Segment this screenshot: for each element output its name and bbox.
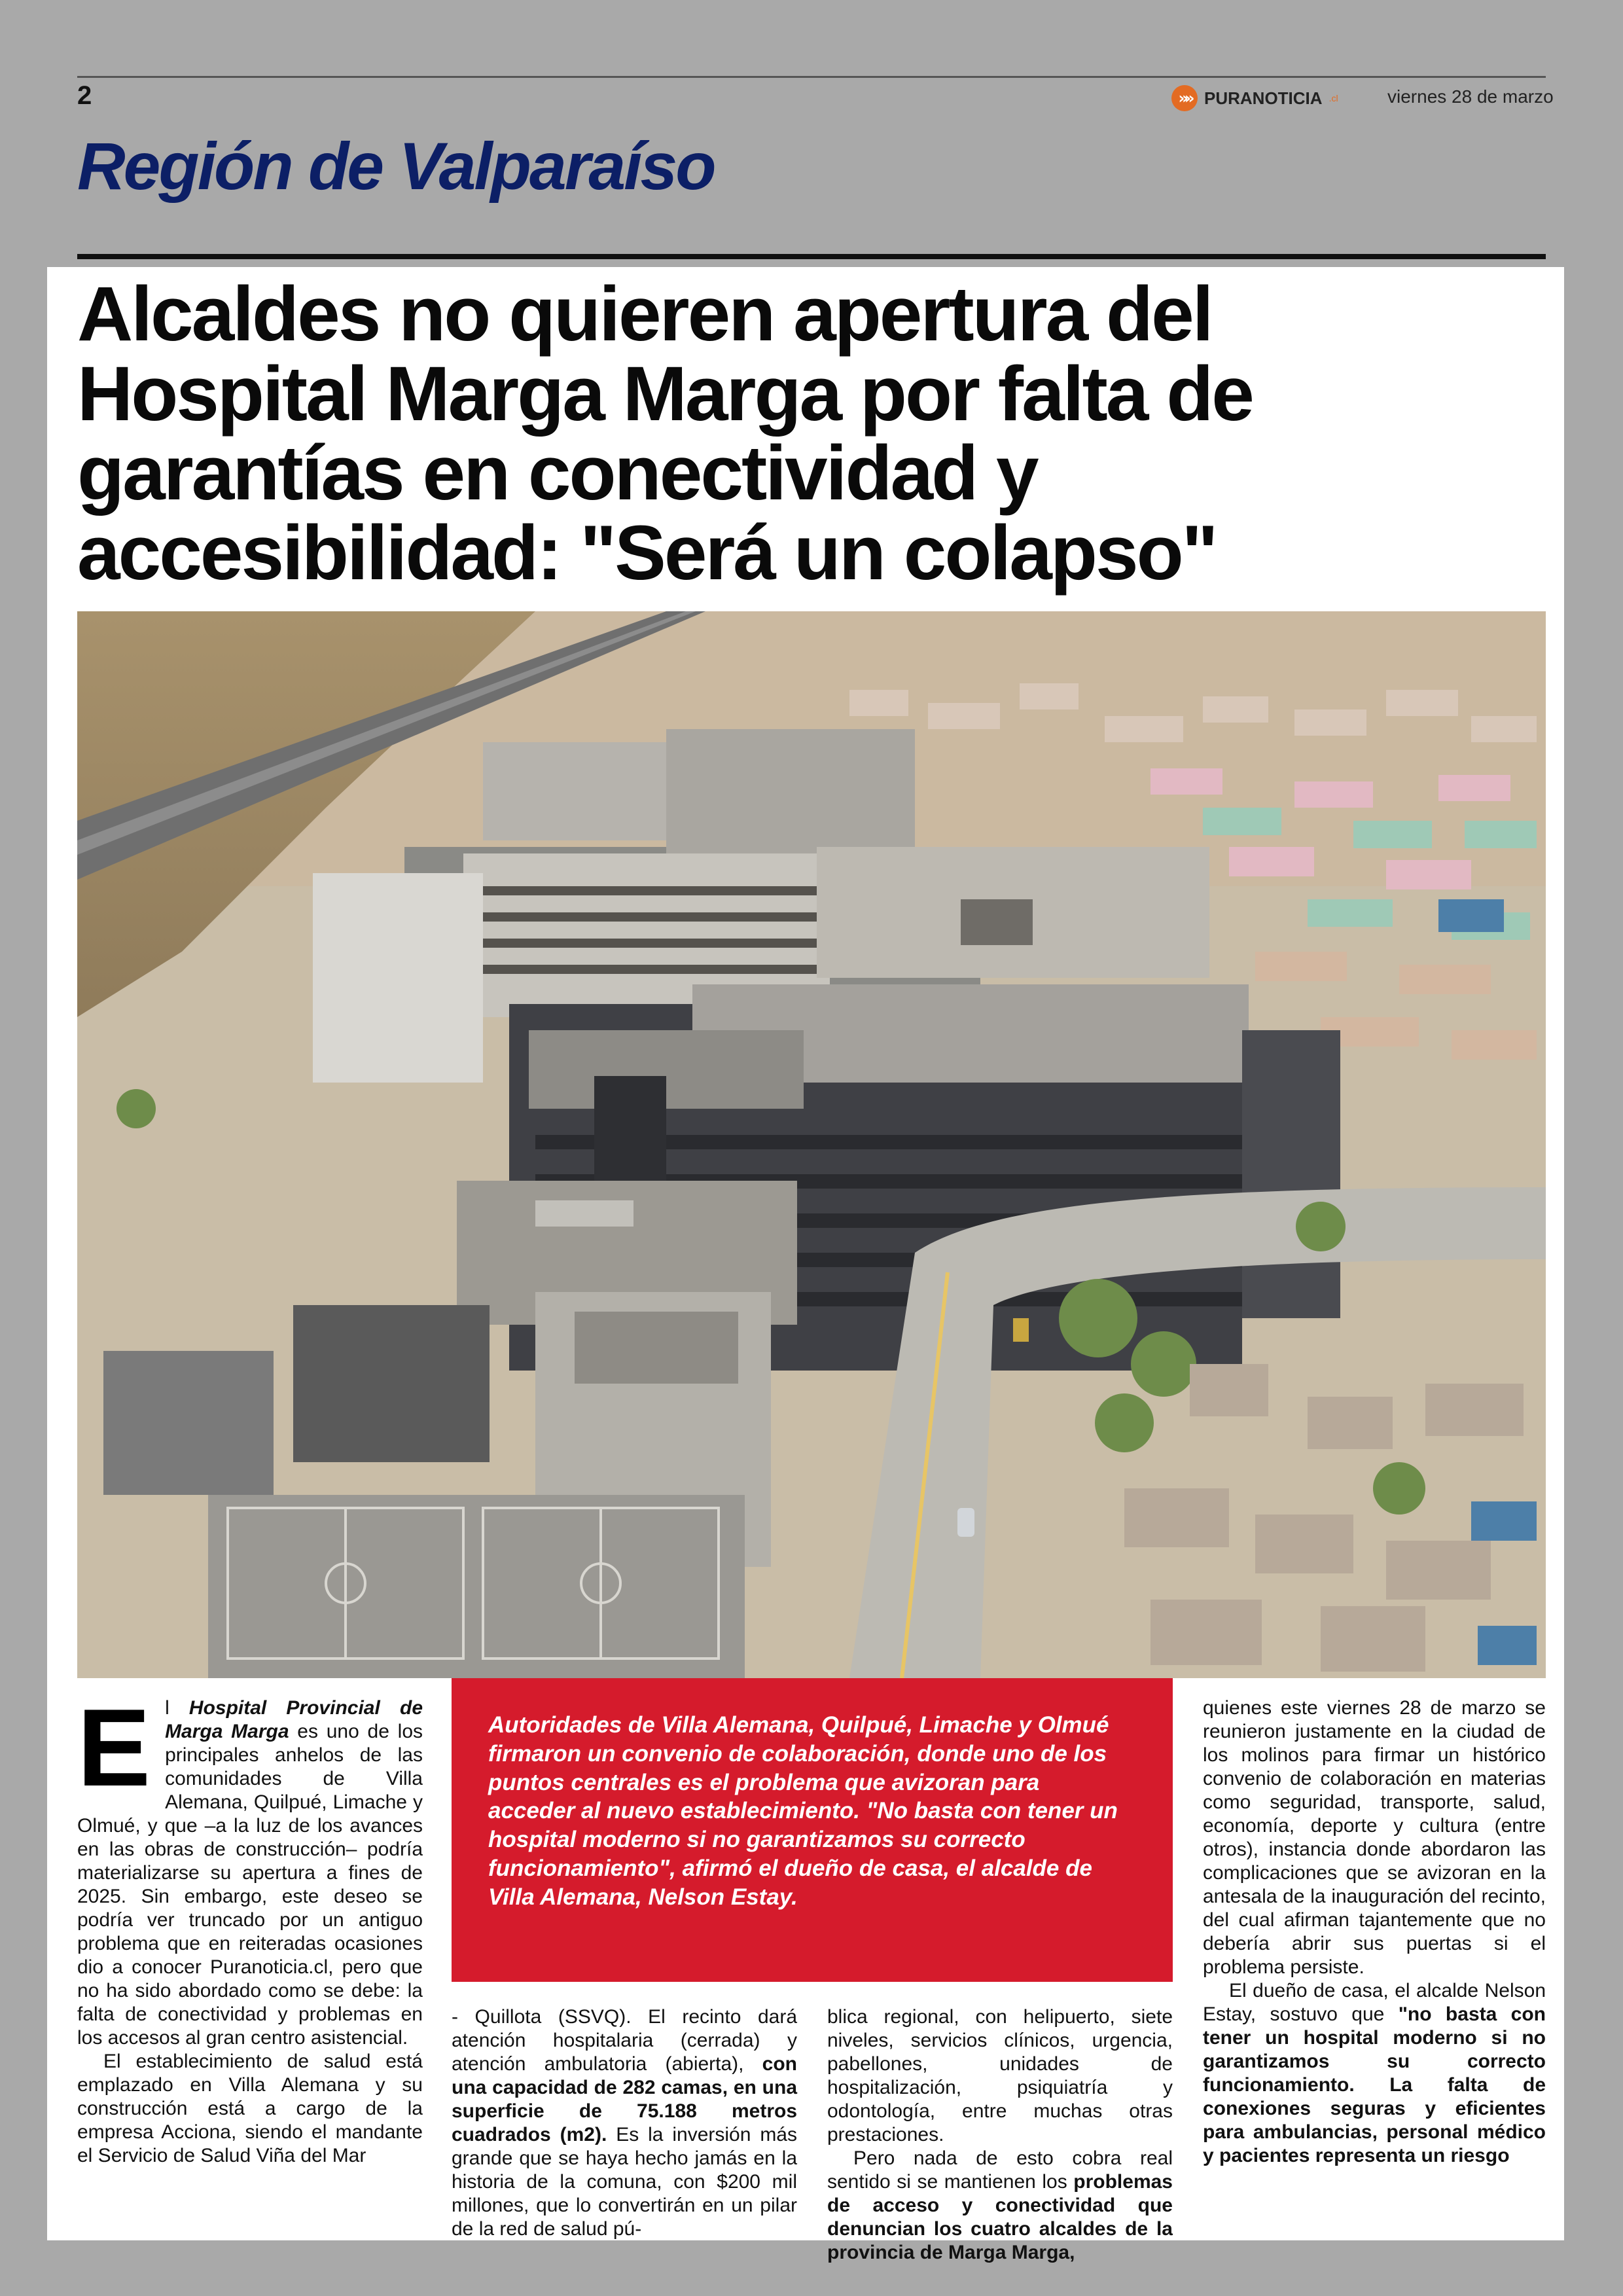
- page-number: 2: [77, 81, 92, 110]
- article-column-3: [827, 2005, 1173, 2265]
- section-title: Región de Valparaíso: [77, 129, 715, 204]
- col2-emphasis: con una capacidad de 282 camas, en una superficie de 75.188 metros cuadrados (m2).: [452, 2053, 797, 2145]
- article-column-4: [1203, 1696, 1546, 2168]
- col4-p2-quote: "no basta con tener un hospital moderno si no garantizamos su correcto funcionamiento. La falta de conexiones seguras y eficientes para ambulancias, personal médico y pacientes representa un riesgo: [1203, 2003, 1546, 2166]
- issue-date: viernes 28 de marzo: [1387, 86, 1554, 107]
- hospital-aerial-photo: [77, 611, 1546, 1678]
- drop-cap: E: [77, 1686, 151, 1809]
- section-rule: [77, 254, 1546, 259]
- col3-p1: blica regional, con helipuerto, siete niveles, servicios clínicos, urgencia, pabellones, unidades de hospitalización, psiquiatría y odontología, entre muchas otras prestaciones.: [827, 2006, 1173, 2145]
- brand-name: PURANOTICIA: [1204, 88, 1323, 108]
- article-column-1: [77, 1686, 423, 2168]
- col3-p2-lead: Pero nada de esto cobra real sentido si se mantienen los: [827, 2147, 1173, 2193]
- article-column-2: [452, 2005, 797, 2241]
- brand-logo[interactable]: [1171, 85, 1338, 111]
- callout-text: Autoridades de Villa Alemana, Quilpué, Limache y Olmué firmaron un convenio de colaboración, donde uno de los puntos centrales es el problema que avizoran para acceder al nuevo establecimiento. "No basta con tener un hospital moderno si no garantizamos su correcto funcionamiento", afirmó el dueño de casa, el alcalde de Villa Alemana, Nelson Estay.: [488, 1712, 1118, 1910]
- col4-p1: quienes este viernes 28 de marzo se reunieron justamente en la ciudad de los molinos para firmar un histórico convenio de colaboración en materias como seguridad, transporte, salud, economía, deporte y cultura (entre otros), instancia donde abordaron las complicaciones que se avizoran en la antesala de la inauguración del recinto, del cual afirman tajantemente que no debería abrir sus puertas si el problema persiste.: [1203, 1697, 1546, 1978]
- puranoticia-logo-icon: »»: [1171, 85, 1198, 111]
- callout-box: [452, 1678, 1173, 1982]
- col3-p2-emphasis: problemas de acceso y conectividad que denuncian los cuatro alcaldes de la provincia de Marga Marga,: [827, 2171, 1173, 2263]
- article-headline: Alcaldes no quieren apertura del Hospital Marga Marga por falta de garantías en conectividad y accesibilidad: "Será un colapso": [77, 271, 1253, 596]
- col1-p2: El establecimiento de salud está emplazado en Villa Alemana y su construcción está a cargo de la empresa Acciona, siendo el mandante el Servicio de Salud Viña del Mar: [77, 2051, 423, 2166]
- col4-p2-lead: El dueño de casa, el alcalde Nelson Estay, sostuvo que: [1203, 1980, 1546, 2025]
- col1-p1-emphasis: Hospital Provincial de Marga Marga: [165, 1697, 423, 1742]
- brand-suffix: .cl: [1329, 93, 1338, 103]
- col1-p1-body: es uno de los principales anhelos de las comunidades de Villa Alemana, Quilpué, Limache y Olmué, y que –a la luz de los avances en las obras de construcción– podría materializarse su apertura a fines de 2025. Sin embargo, este deseo se podría ver truncado por un antiguo problema que en reiteradas ocasiones dio a conocer Puranoticia.cl, pero que no ha sido abordado como se debe: la falta de conectividad y problemas en los accesos al gran centro asistencial.: [77, 1721, 423, 2049]
- top-rule: [77, 76, 1546, 78]
- col1-p1-lead: l: [165, 1697, 189, 1719]
- col2-text-a: - Quillota (SSVQ). El recinto dará atención hospitalaria (cerrada) y atención ambulatoria (abierta),: [452, 2006, 797, 2075]
- col2-text-c: Es la inversión más grande que se haya hecho jamás en la historia de la comuna, con $200 mil millones, que lo convertirán en un pilar de la red de salud pú-: [452, 2124, 797, 2240]
